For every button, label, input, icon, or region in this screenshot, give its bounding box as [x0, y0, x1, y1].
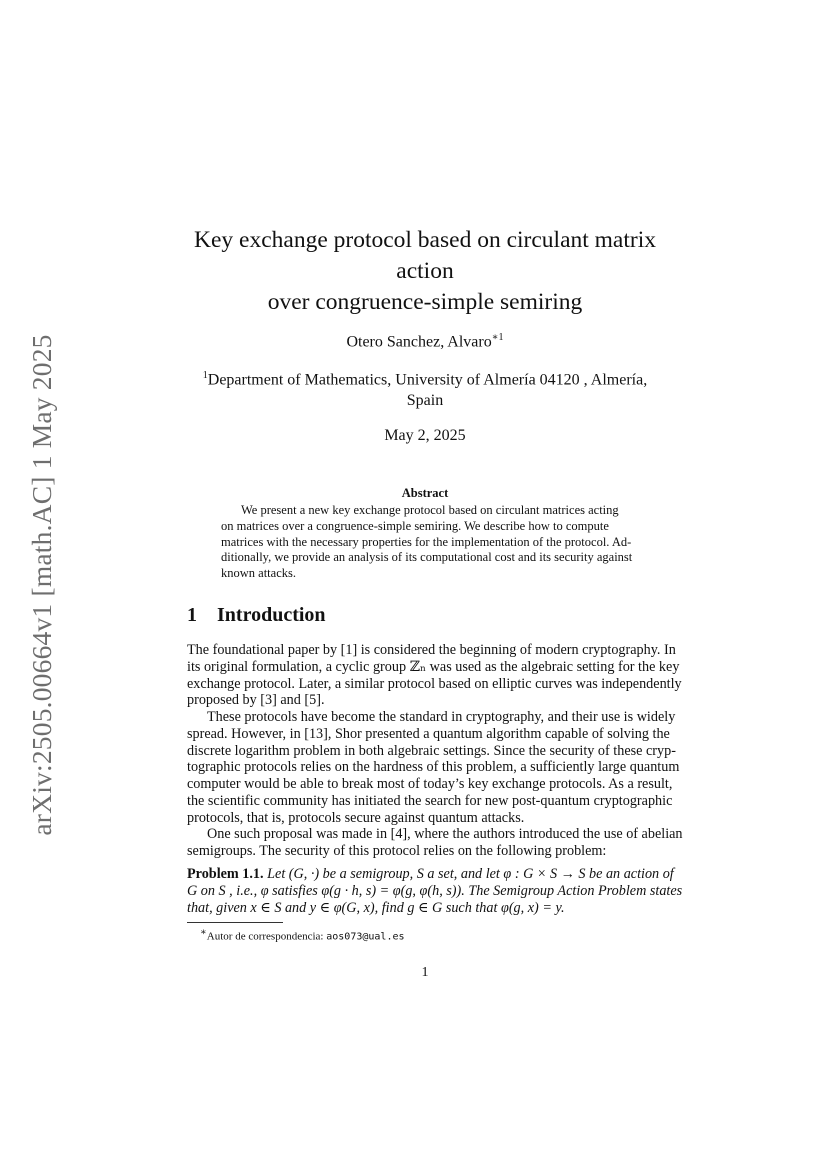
- title-line: Key exchange protocol based on circulant matrix: [194, 227, 656, 253]
- paragraph: [187, 826, 683, 860]
- abstract-body: [221, 503, 633, 582]
- paragraph-line: protocols, that is, protocols secure against quantum attacks.: [187, 809, 525, 826]
- footnote-mark: ∗: [200, 927, 207, 938]
- arxiv-identifier: arXiv:2505.00664v1 [math.AC] 1 May 2025: [26, 334, 57, 836]
- affiliation-line: Spain: [406, 392, 444, 410]
- paper-title: [150, 225, 700, 318]
- author-name: Otero Sanchez, Alvaro: [346, 333, 492, 351]
- problem-label: Problem 1.1.: [187, 866, 264, 882]
- section-title: Introduction: [217, 604, 326, 626]
- paragraph-line: exchange protocol. Later, a similar protocol based on elliptic curves was independently: [187, 675, 682, 692]
- abstract-line: We present a new key exchange protocol based on circulant matrices acting: [241, 503, 619, 517]
- problem-statement: [187, 866, 683, 916]
- author-footnote-mark: ∗1: [491, 332, 504, 343]
- paragraph-line: discrete logarithm problem in both algebraic settings. Since the security of these cryp-: [187, 742, 676, 759]
- footnote: [200, 927, 405, 943]
- paragraph-line: The foundational paper by [1] is considered the beginning of modern cryptography. In: [187, 642, 676, 658]
- author-line: [150, 332, 700, 351]
- paper-date: May 2, 2025: [384, 427, 466, 444]
- affiliation-text: Department of Mathematics, University of Almería 04120 , Almería,: [207, 371, 648, 389]
- problem-line: that, given x ∈ S and y ∈ φ(G, x), find g ∈ G such that φ(g, x) = y.: [187, 899, 565, 916]
- paragraph-line: its original formulation, a cyclic group ℤₙ was used as the algebraic setting for the key: [187, 658, 680, 675]
- affiliation-line: [170, 365, 680, 390]
- paragraph-line: These protocols have become the standard in cryptography, and their use is widely: [207, 709, 676, 725]
- abstract-line: known attacks.: [221, 566, 296, 581]
- paragraph-line: spread. However, in [13], Shor presented a quantum algorithm capable of solving the: [187, 725, 670, 742]
- footnote-rule: [187, 922, 283, 923]
- footnote-email: aos073@ual.es: [326, 931, 405, 943]
- page-number: 1: [421, 965, 429, 980]
- footnote-text: Autor de correspondencia:: [206, 930, 327, 943]
- section-heading: [187, 604, 326, 627]
- paragraph-line: proposed by [3] and [5].: [187, 692, 325, 709]
- title-line: action: [396, 258, 454, 284]
- abstract-line: ditionally, we provide an analysis of its computational cost and its security against: [221, 550, 633, 565]
- affiliation: [170, 365, 680, 411]
- paragraph-line: semigroups. The security of this protocol relies on the following problem:: [187, 842, 607, 859]
- affiliation-mark: 1: [202, 370, 208, 381]
- paragraph-line: computer would be able to break most of today’s key exchange protocols. As a result,: [187, 776, 673, 793]
- abstract-line: on matrices over a congruence-simple semiring. We describe how to compute: [221, 518, 609, 533]
- problem-line: [187, 866, 674, 883]
- title-line: over congruence-simple semiring: [267, 289, 583, 315]
- paragraph: [187, 642, 682, 709]
- section-number: 1: [187, 604, 197, 626]
- problem-line: G on S , i.e., φ satisfies φ(g · h, s) = φ(g, φ(h, s)). The Semigroup Action Problem states: [187, 882, 683, 899]
- problem-text: Let (G, ·) be a semigroup, S a set, and let φ : G × S → S be an action of: [267, 866, 674, 882]
- paragraph-line: the scientific community has initiated the search for new post-quantum cryptographic: [187, 792, 673, 809]
- paragraph: [187, 709, 680, 827]
- paragraph-line: tographic protocols relies on the hardness of this problem, a sufficiently large quantum: [187, 759, 680, 776]
- arxiv-sidebar-stamp: [22, 330, 62, 840]
- paragraph-line: One such proposal was made in [4], where the authors introduced the use of abelian: [207, 826, 683, 842]
- abstract-line: matrices with the necessary properties for the implementation of the protocol. Ad-: [221, 534, 632, 549]
- abstract-heading: Abstract: [401, 486, 449, 500]
